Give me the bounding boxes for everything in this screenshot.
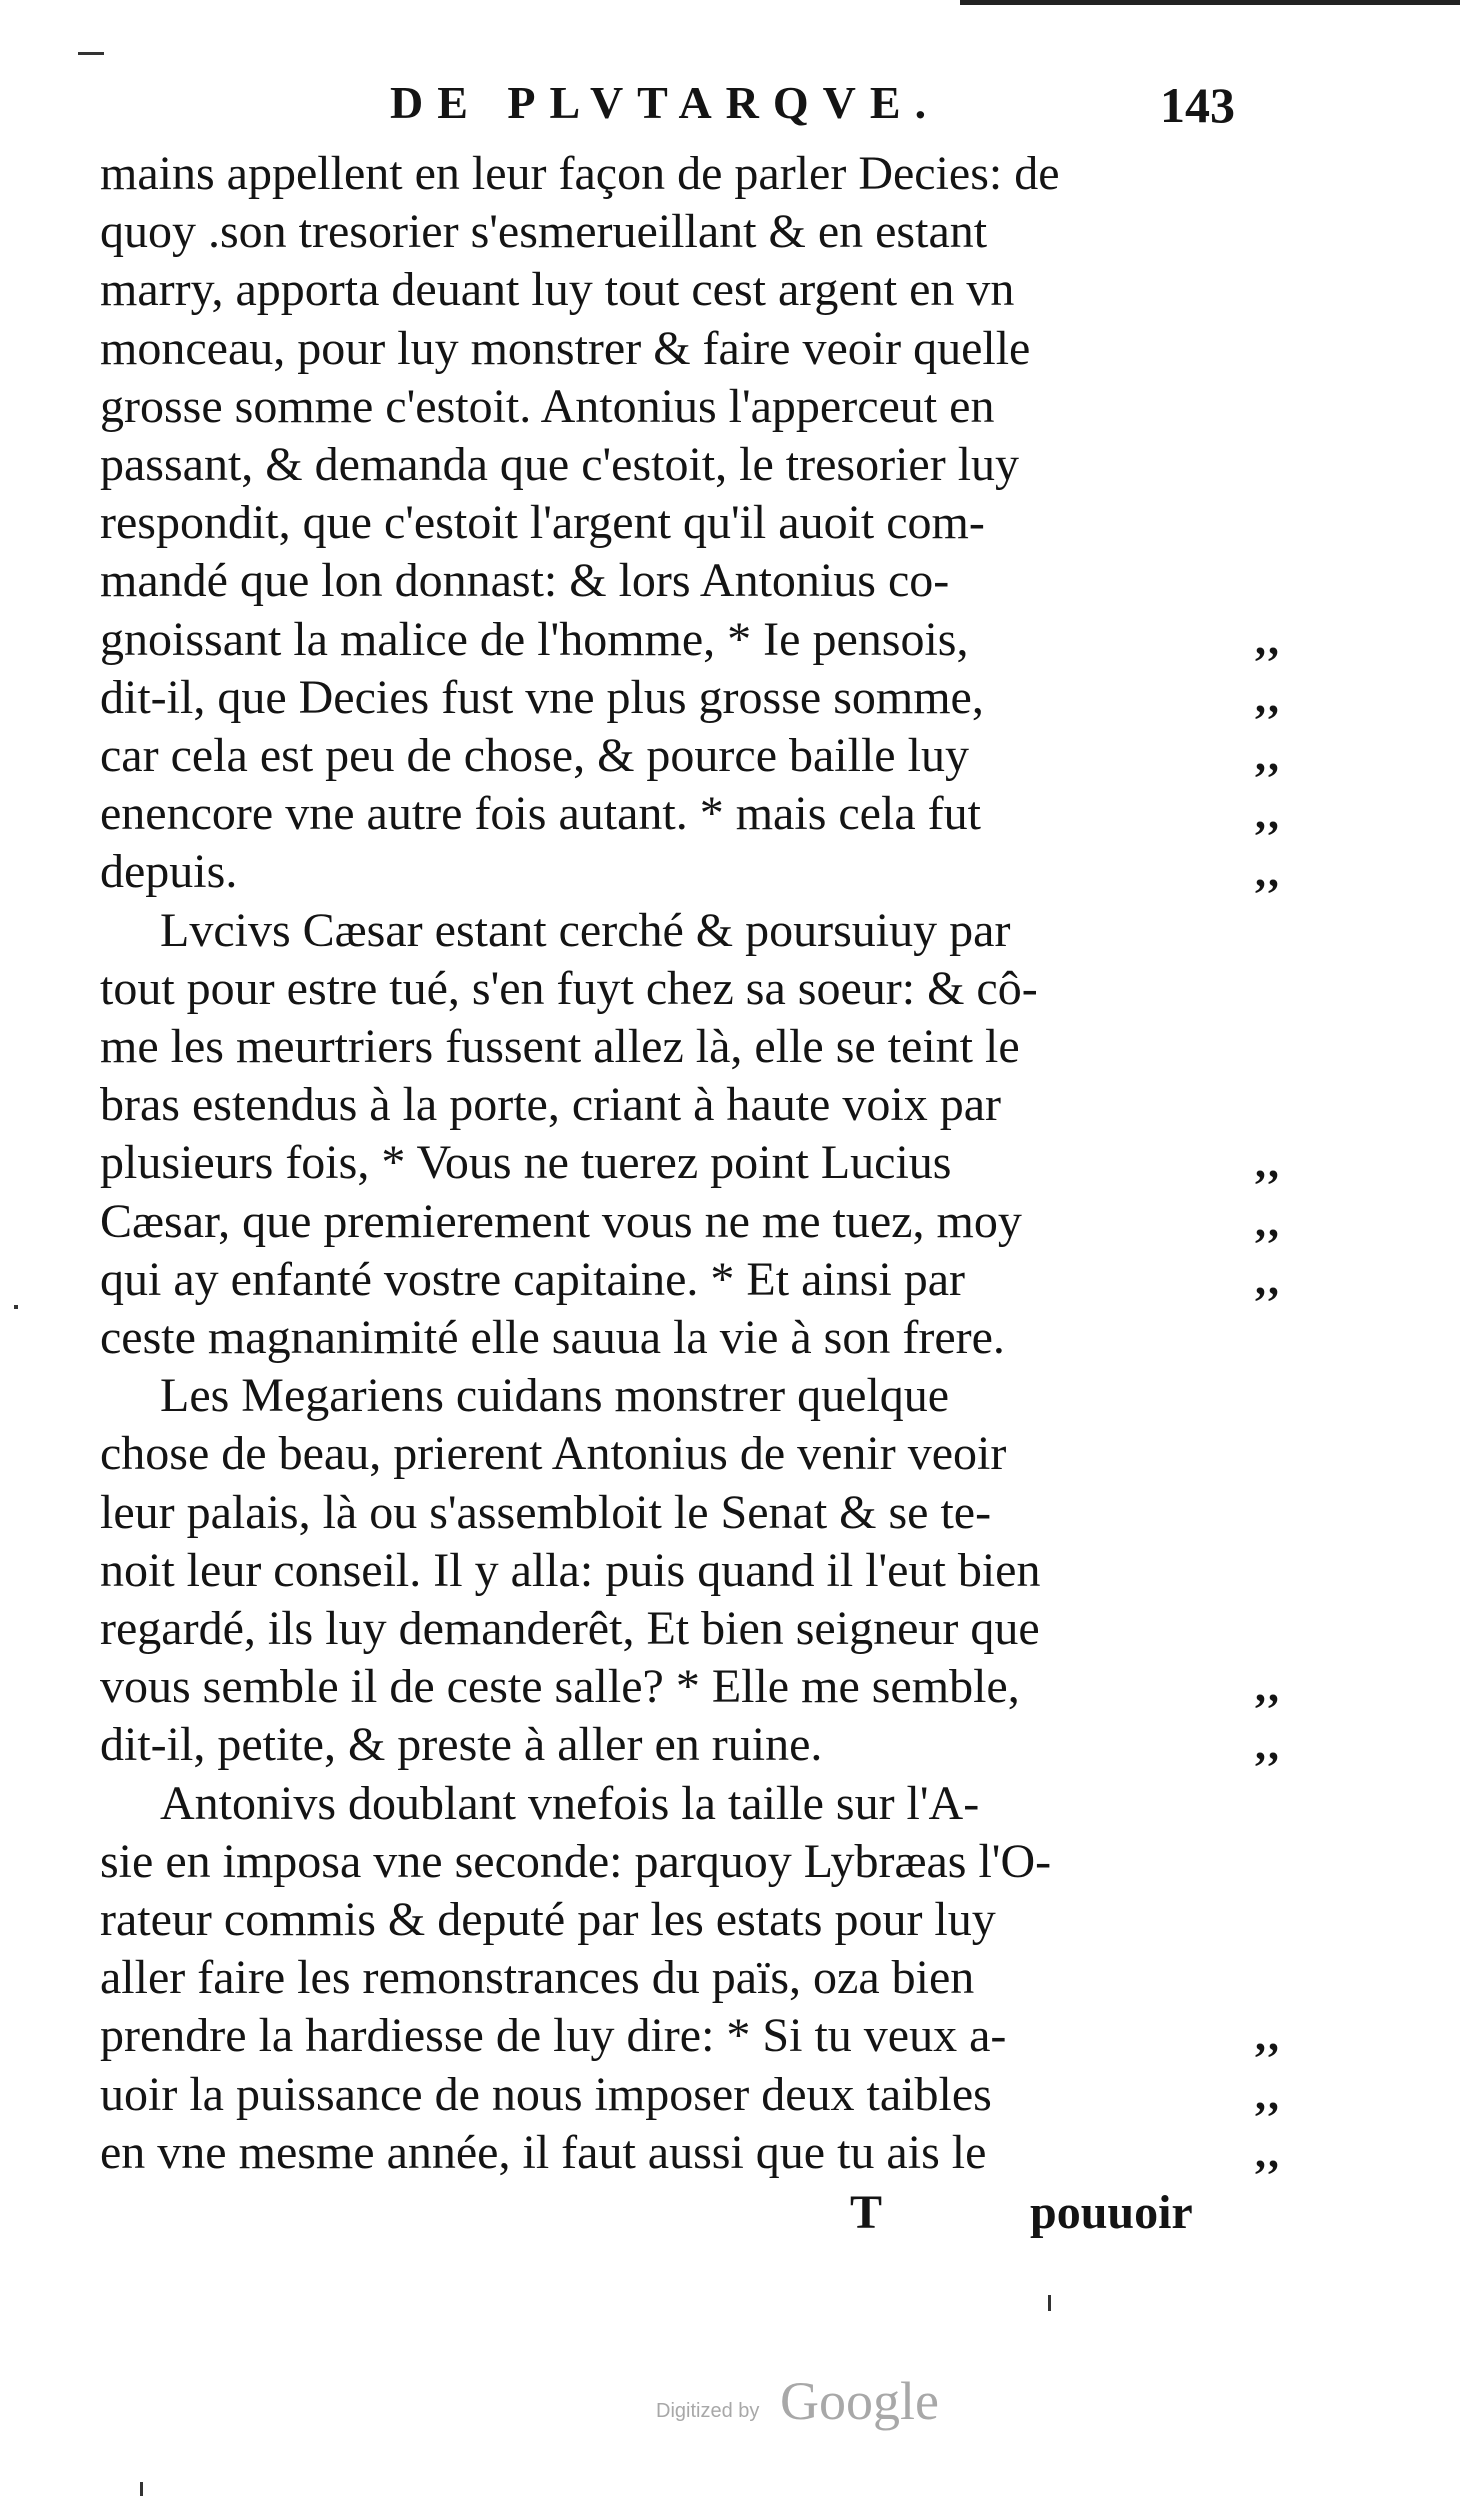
- text-line: rateur commis & deputé par les estats pour luy: [100, 1893, 996, 1946]
- text-line: dit-il, petite, & preste à aller en ruine.: [100, 1718, 823, 1772]
- catchword: pouuoir: [1030, 2186, 1193, 2239]
- quote-mark: ,,: [1255, 1196, 1281, 1246]
- quote-mark: ,,: [1255, 1720, 1281, 1770]
- scan-speck: [1048, 2295, 1051, 2311]
- corner-mark: [78, 52, 104, 55]
- quote-mark: ,,: [1255, 731, 1281, 780]
- watermark-prefix: Digitized by: [656, 2400, 760, 2422]
- text-line: noit leur conseil. Il y alla: puis quand il l'eut bien: [100, 1543, 1041, 1597]
- text-line: vous semble il de ceste salle? * Elle me semble,: [100, 1660, 1020, 1714]
- quote-mark: ,,: [1255, 847, 1281, 897]
- top-edge-rule: [960, 0, 1460, 5]
- text-line: dit-il, que Decies fust vne plus grosse somme,: [100, 670, 984, 724]
- quote-mark: ,,: [1255, 2127, 1281, 2177]
- text-line: quoy .son tresorier s'esmerueillant & en estant: [100, 205, 988, 259]
- scan-speck: [140, 2482, 143, 2496]
- page-header: [280, 76, 1280, 136]
- quote-mark: ,,: [1255, 1254, 1281, 1304]
- text-line: Les Megariens cuidans monstrer quelque: [160, 1369, 950, 1423]
- text-line: passant, & demanda que c'estoit, le tresorier luy: [100, 438, 1020, 491]
- text-line: gnoissant la malice de l'homme, * Ie pensois,: [100, 612, 969, 666]
- text-line: me les meurtriers fussent allez là, elle se teint le: [100, 1020, 1020, 1073]
- text-line: tout pour estre tué, s'en fuyt chez sa soeur: & cô-: [100, 961, 1038, 1015]
- digitization-watermark: [650, 2370, 970, 2440]
- signature-mark: T: [850, 2186, 883, 2239]
- text-line: aller faire les remonstrances du païs, oza bien: [100, 1951, 975, 2005]
- text-line: grosse somme c'estoit. Antonius l'apperceut en: [100, 379, 995, 433]
- text-line: monceau, pour luy monstrer & faire veoir quelle: [100, 321, 1031, 375]
- text-line: regardé, ils luy demanderêt, Et bien seigneur que: [100, 1602, 1040, 1655]
- text-line: marry, apporta deuant luy tout cest argent en vn: [100, 263, 1015, 317]
- scan-speck: [14, 1305, 18, 1309]
- page-footer: [100, 2185, 1240, 2245]
- quote-mark: ,,: [1255, 614, 1281, 664]
- text-line: leur palais, là ou s'assembloit le Senat & se te-: [100, 1485, 992, 1539]
- text-line: enencore vne autre fois autant. * mais cela fut: [100, 787, 981, 841]
- text-line: en vne mesme année, il faut aussi que tu ais le: [100, 2125, 987, 2179]
- quote-mark: ,,: [1255, 2011, 1281, 2061]
- quote-mark: ,,: [1255, 672, 1281, 722]
- text-line: car cela est peu de chose, & pource baille luy: [100, 729, 969, 782]
- quote-mark: ,,: [1255, 789, 1281, 839]
- text-line: bras estendus à la porte, criant à haute voix par: [100, 1078, 1001, 1132]
- text-line: mains appellent en leur façon de parler Decies: de: [100, 147, 1060, 200]
- text-line: qui ay enfanté vostre capitaine. * Et ainsi par: [100, 1252, 966, 1306]
- quote-mark: ,,: [1255, 1138, 1281, 1188]
- text-line: ceste magnanimité elle sauua la vie à son frere.: [100, 1311, 1005, 1364]
- text-line: mandé que lon donnast: & lors Antonius co-: [100, 554, 950, 608]
- text-line: sie en imposa vne seconde: parquoy Lybræas l'O-: [100, 1834, 1052, 1888]
- watermark-brand: Google: [780, 2371, 939, 2431]
- text-line: Antonivs doublant vnefois la taille sur l'A-: [160, 1776, 980, 1830]
- text-line: chose de beau, prierent Antonius de venir veoir: [100, 1427, 1007, 1481]
- running-title: DE PLVTARQVE.: [390, 77, 941, 128]
- text-line: depuis.: [100, 845, 238, 899]
- quote-mark: ,,: [1255, 1662, 1281, 1712]
- quote-mark: ,,: [1255, 2069, 1281, 2119]
- text-line: respondit, que c'estoit l'argent qu'il auoit com-: [100, 496, 985, 550]
- text-line: Cæsar, que premierement vous ne me tuez, moy: [100, 1194, 1022, 1248]
- page-number: 143: [1160, 77, 1235, 133]
- text-line: uoir la puissance de nous imposer deux taibles: [100, 2067, 992, 2121]
- text-line: prendre la hardiesse de luy dire: * Si tu veux a-: [100, 2009, 1007, 2063]
- text-line: plusieurs fois, * Vous ne tuerez point Lucius: [100, 1136, 952, 1190]
- text-line: Lvcivs Cæsar estant cerché & poursuiuy par: [160, 903, 1011, 957]
